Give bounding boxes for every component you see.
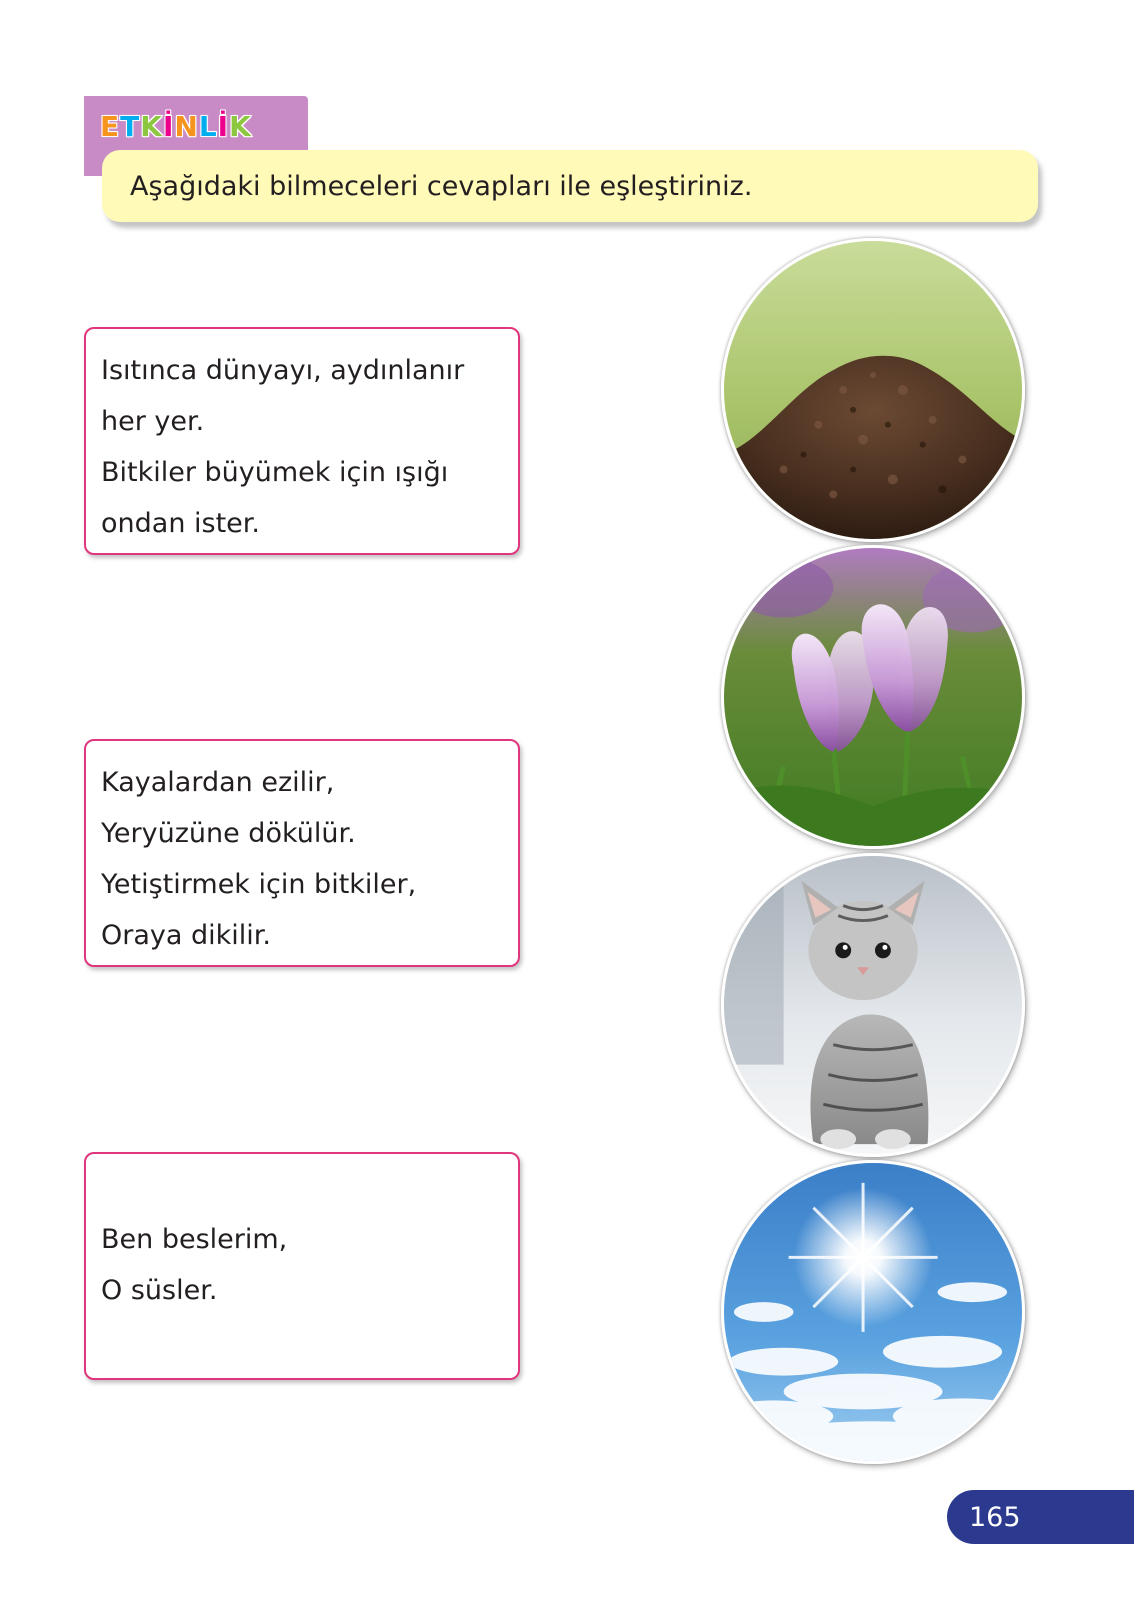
activity-title-letter: K xyxy=(229,109,251,143)
riddle-line: Yetiştirmek için bitkiler, xyxy=(101,869,417,900)
riddle-box-2[interactable] xyxy=(84,739,520,967)
page-number-badge xyxy=(947,1490,1134,1544)
sun-sky-photo[interactable] xyxy=(721,1160,1025,1464)
riddle-line: Bitkiler büyümek için ışığı xyxy=(101,457,449,488)
activity-title-letter: K xyxy=(140,109,162,143)
riddle-line: O süsler. xyxy=(101,1275,218,1306)
activity-title xyxy=(100,106,251,146)
instruction-text: Aşağıdaki bilmeceleri cevapları ile eşleştiriniz. xyxy=(130,170,753,202)
riddle-line: Isıtınca dünyayı, aydınlanır xyxy=(101,355,465,386)
riddle-box-3[interactable] xyxy=(84,1152,520,1380)
activity-title-letter: N xyxy=(174,109,198,143)
kitten-photo[interactable] xyxy=(721,853,1025,1157)
activity-title-letter: İ xyxy=(217,109,229,143)
riddle-box-1[interactable] xyxy=(84,327,520,555)
activity-title-letter: T xyxy=(120,109,140,143)
soil-photo[interactable] xyxy=(721,238,1025,542)
page-number: 165 xyxy=(969,1501,1021,1533)
instruction-banner xyxy=(102,150,1038,222)
crocus-flower-photo[interactable] xyxy=(721,545,1025,849)
riddle-line: Oraya dikilir. xyxy=(101,920,271,951)
activity-title-letter: L xyxy=(198,109,217,143)
riddle-line: Yeryüzüne dökülür. xyxy=(101,818,356,849)
riddle-line: ondan ister. xyxy=(101,508,260,539)
riddle-line: Ben beslerim, xyxy=(101,1224,288,1255)
activity-title-letter: İ xyxy=(162,109,174,143)
activity-title-letter: E xyxy=(100,109,120,143)
riddle-line: her yer. xyxy=(101,406,205,437)
riddle-line: Kayalardan ezilir, xyxy=(101,767,335,798)
